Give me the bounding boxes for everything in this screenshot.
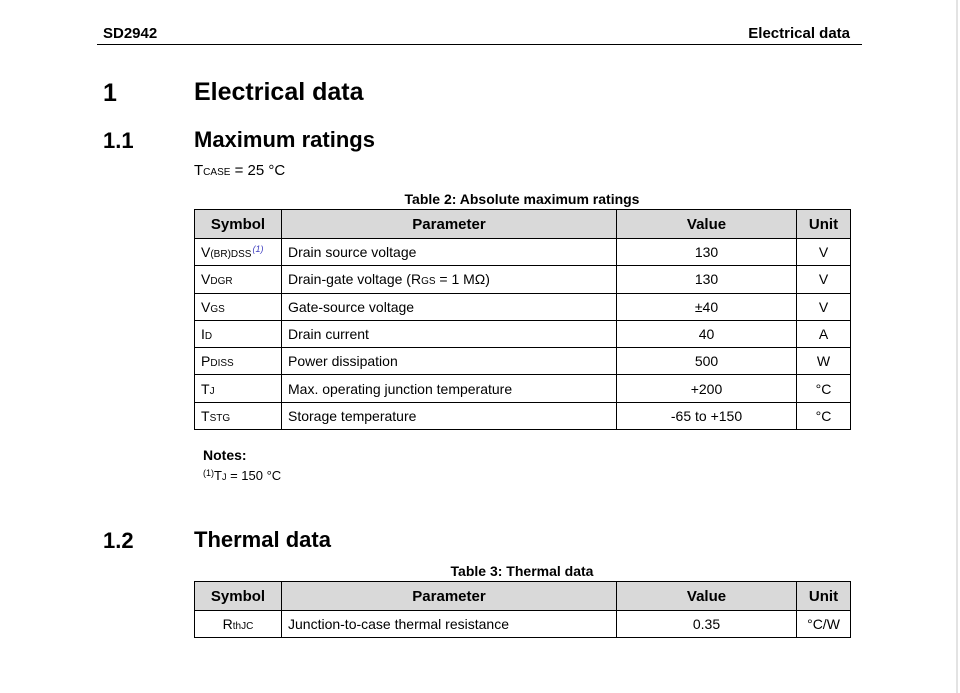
section-1-1-title: Maximum ratings	[194, 127, 375, 152]
symbol-subscript: DGR	[210, 276, 233, 288]
header-unit: Unit	[797, 582, 851, 611]
symbol-subscript: (BR)DSS	[210, 249, 252, 261]
header-part-number: SD2942	[103, 25, 158, 42]
unit-cell: V	[797, 239, 851, 266]
parameter-cell	[282, 348, 617, 375]
value-cell: 130	[617, 266, 797, 293]
header-parameter: Parameter	[282, 210, 617, 239]
symbol-letter: R	[222, 616, 233, 633]
table-row	[195, 375, 851, 402]
parameter-text: Gate-source voltage	[288, 298, 415, 315]
parameter-cell	[282, 375, 617, 402]
value-cell: 500	[617, 348, 797, 375]
parameter-subscript: GS	[421, 276, 436, 288]
symbol-subscript: DISS	[210, 358, 234, 370]
unit-cell: V	[797, 293, 851, 320]
value-cell: ±40	[617, 293, 797, 320]
parameter-cell	[282, 402, 617, 429]
parameter-text: Drain source voltage	[288, 244, 417, 261]
condition-subscript: CASE	[203, 167, 231, 178]
section-1-title: Electrical data	[194, 78, 364, 106]
symbol-cell	[195, 402, 282, 429]
value-cell: -65 to +150	[617, 402, 797, 429]
symbol-cell	[195, 611, 282, 638]
symbol-cell	[195, 266, 282, 293]
table-3-caption: Table 3: Thermal data	[450, 563, 594, 579]
section-1-2-number: 1.2	[103, 528, 134, 553]
note-marker: (1)	[203, 468, 214, 478]
header-symbol: Symbol	[195, 582, 282, 611]
table-row	[195, 266, 851, 293]
absolute-maximum-ratings-table	[194, 209, 851, 430]
symbol-subscript: GS	[210, 303, 225, 315]
header-value: Value	[617, 210, 797, 239]
value-cell: 40	[617, 320, 797, 347]
symbol-letter: P	[201, 353, 211, 370]
symbol-letter: I	[201, 326, 205, 343]
parameter-text-end: = 1 MΩ)	[435, 271, 490, 288]
parameter-cell	[282, 266, 617, 293]
symbol-subscript: J	[209, 385, 215, 397]
header-parameter: Parameter	[282, 582, 617, 611]
header-symbol: Symbol	[195, 210, 282, 239]
footnote-marker: (1)	[252, 244, 264, 255]
case-temperature-condition	[194, 162, 285, 179]
symbol-cell	[195, 320, 282, 347]
value-cell: +200	[617, 375, 797, 402]
value-cell: 0.35	[617, 611, 797, 638]
section-1-1-number: 1.1	[103, 128, 134, 153]
header-unit: Unit	[797, 210, 851, 239]
symbol-cell	[195, 348, 282, 375]
parameter-cell	[282, 293, 617, 320]
note-1	[203, 468, 281, 483]
parameter-cell: Junction-to-case thermal resistance	[282, 611, 617, 638]
section-1-2-title: Thermal data	[194, 527, 331, 552]
note-text: = 150 °C	[226, 468, 282, 483]
table-row	[195, 320, 851, 347]
table-row	[195, 348, 851, 375]
table-row	[195, 402, 851, 429]
table-2-caption: Table 2: Absolute maximum ratings	[404, 191, 640, 207]
symbol-subscript: thJC	[232, 621, 254, 633]
condition-symbol: T	[194, 162, 204, 179]
unit-cell: A	[797, 320, 851, 347]
section-1-number: 1	[103, 79, 117, 107]
table-row	[195, 239, 851, 266]
header-section-title: Electrical data	[748, 25, 850, 42]
parameter-text: Drain current	[288, 326, 369, 343]
table-row	[195, 611, 851, 638]
table-header-row	[195, 210, 851, 239]
note-symbol: T	[214, 468, 222, 483]
parameter-text: Drain-gate voltage (R	[288, 271, 422, 288]
notes-title: Notes:	[203, 447, 247, 463]
parameter-text: Storage temperature	[288, 407, 417, 424]
unit-cell: W	[797, 348, 851, 375]
parameter-cell	[282, 239, 617, 266]
symbol-subscript: STG	[209, 412, 231, 424]
unit-cell: °C/W	[797, 611, 851, 638]
symbol-cell	[195, 239, 282, 266]
parameter-text: Power dissipation	[288, 353, 398, 370]
table-row	[195, 293, 851, 320]
unit-cell: °C	[797, 402, 851, 429]
symbol-letter: T	[201, 380, 210, 397]
header-value: Value	[617, 582, 797, 611]
thermal-data-table	[194, 581, 851, 638]
symbol-subscript: D	[204, 331, 213, 343]
note-subscript: J	[221, 472, 227, 482]
condition-text: = 25 °C	[230, 162, 286, 179]
symbol-letter: V	[201, 244, 211, 261]
symbol-cell	[195, 375, 282, 402]
parameter-text: Max. operating junction temperature	[288, 380, 513, 397]
parameter-cell	[282, 320, 617, 347]
symbol-letter: V	[201, 298, 211, 315]
unit-cell: V	[797, 266, 851, 293]
symbol-letter: V	[201, 271, 211, 288]
unit-cell: °C	[797, 375, 851, 402]
symbol-cell	[195, 293, 282, 320]
value-cell: 130	[617, 239, 797, 266]
table-header-row	[195, 582, 851, 611]
symbol-letter: T	[201, 407, 210, 424]
header-rule	[97, 44, 862, 45]
